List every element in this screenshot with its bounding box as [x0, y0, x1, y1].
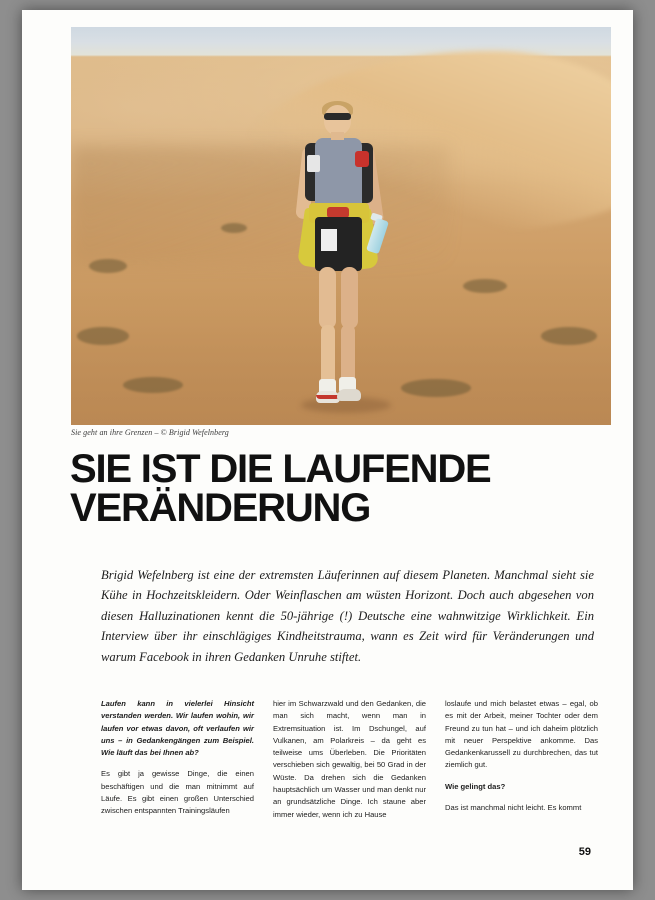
- magazine-page: [22, 10, 633, 890]
- desert-bush: [77, 327, 129, 345]
- desert-bush: [463, 279, 507, 293]
- runner-right-shoe: [337, 389, 361, 401]
- runner-left-shin: [321, 325, 335, 385]
- runner-figure: [283, 99, 395, 425]
- headline-line-1: SIE IST DIE LAUFENDE: [70, 447, 491, 491]
- runner-in-desert-photo: [71, 27, 611, 425]
- interview-answer: Es gibt ja gewisse Dinge, die einen beschäftigen und die man mitnimmt auf Läufe. Es gibt einen großen Unterschied zwischen entspannten Trainingsläufen: [101, 769, 254, 816]
- article-columns: [101, 698, 598, 830]
- runner-right-thigh: [341, 267, 358, 329]
- desert-bush: [89, 259, 127, 273]
- runner-head: [324, 105, 351, 135]
- backpack-red-pocket: [355, 151, 369, 167]
- runner-neck: [331, 132, 344, 140]
- lead-paragraph: Brigid Wefelnberg ist eine der extremsten Läuferinnen auf diesem Planeten. Manchmal sieht sie Kühe in Hochzeitskleidern. Oder Weinflaschen am wüsten Horizont. Doch auch abgesehen von diesen Halluzinationen kennt die 50-jährige (!) Deutsche eine wahnwitzige Wirklichkeit. Ein Interview über ihr einschlägiges Kindheitstrauma, wann es Zeit wird für Veränderungen und warum Facebook in ihren Gedanken Unruhe stiftet.: [101, 568, 594, 664]
- column-1: [101, 698, 254, 830]
- photo-background: [71, 27, 611, 425]
- column-2: [273, 698, 426, 830]
- interview-answer: loslaufe und mich belastet etwas – egal, ob es mit der Arbeit, meiner Tochter oder dem Freund zu tun hat – und ich daheim plötzlich mit neuer Perspektive ankomme. Das Gedankenkarussell zu durchbrechen, das tut ziemlich gut.: [445, 699, 598, 770]
- sunglasses-icon: [324, 113, 351, 120]
- runner-torso: [315, 138, 362, 212]
- interview-question: Wie gelingt das?: [445, 781, 506, 791]
- page-number: 59: [578, 846, 591, 858]
- page-title: [70, 447, 590, 530]
- interview-question: Laufen kann in vielerlei Hinsicht verstanden werden. Wir laufen wohin, wir laufen vor etwas davon, oft verlaufen wir uns – in Gedankengängen zum Beispiel. Wie läuft das bei Ihnen ab?: [101, 699, 254, 758]
- photo-caption: Sie geht an ihre Grenzen – © Brigid Wefelnberg: [71, 428, 229, 437]
- desert-bush: [541, 327, 597, 345]
- shorts-label: [321, 229, 337, 251]
- desert-bush: [401, 379, 471, 397]
- backpack-white-pocket: [307, 155, 320, 172]
- column-3: [445, 698, 598, 830]
- desert-bush: [221, 223, 247, 233]
- interview-answer: hier im Schwarzwald und den Gedanken, die man sich macht, wenn man in Extremsituation ist. Im Dschungel, auf Vulkanen, am Polarkreis – da geht es teilweise ums Überleben. Die Prioritäten verschieben sich gewaltig, bei 50 Grad in der Wüste. Da drehen sich die Gedanken hauptsächlich um Wasser und man denkt nur an grundsätzliche Dinge. Ich staune aber immer wieder, wenn ich zu Hause: [273, 699, 426, 819]
- headline-line-2: VERÄNDERUNG: [70, 485, 371, 530]
- runner-right-shin: [341, 325, 355, 383]
- desert-bush: [123, 377, 183, 393]
- interview-answer: Das ist manchmal nicht leicht. Es kommt: [445, 803, 582, 813]
- runner-left-thigh: [319, 267, 336, 329]
